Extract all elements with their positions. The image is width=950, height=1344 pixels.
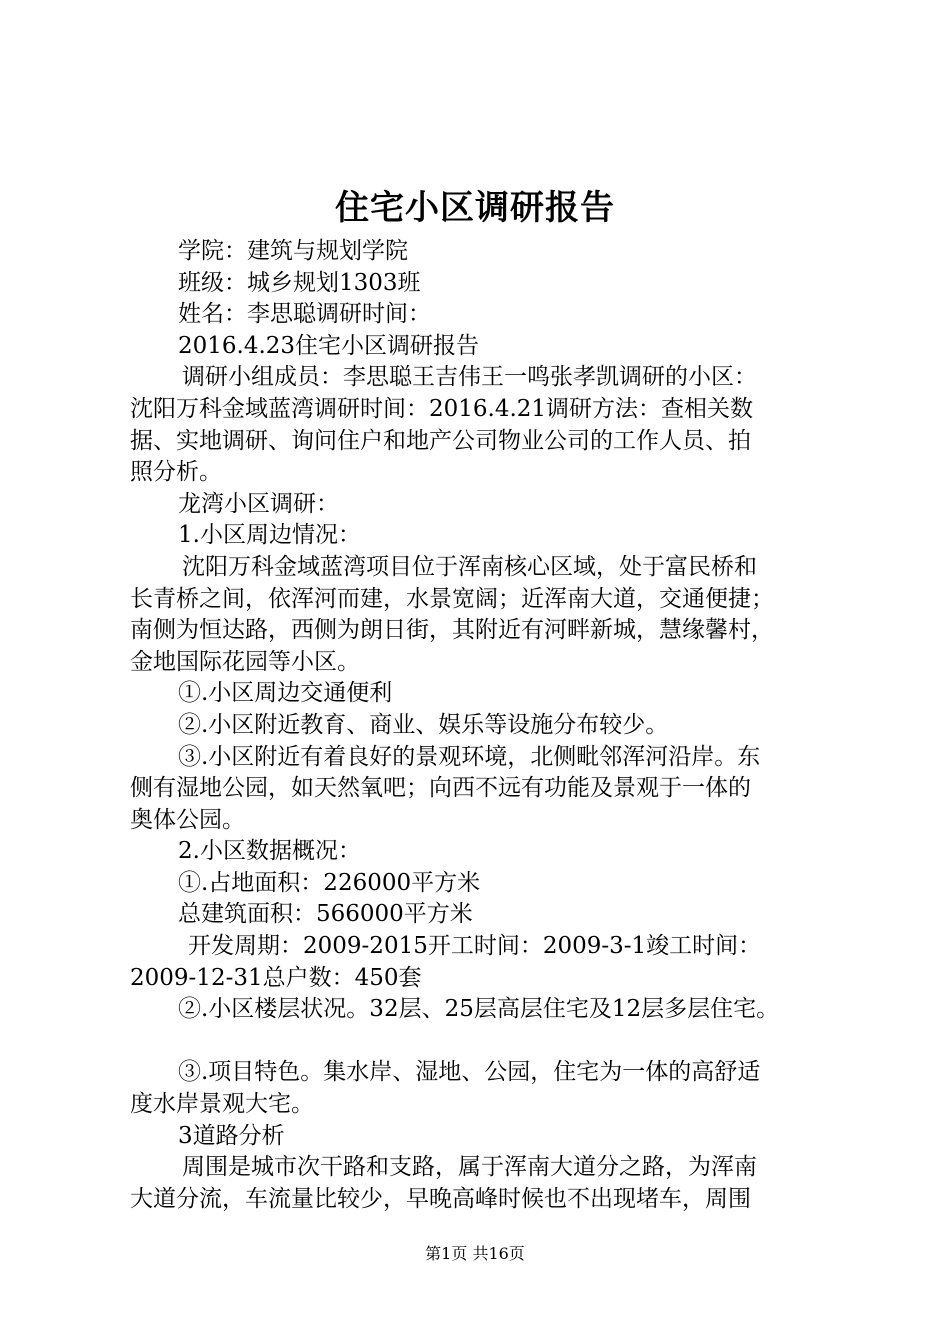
paragraph-line: 南侧为恒达路，西侧为朗日街，其附近有河畔新城，慧缘馨村， [130,617,774,644]
paragraph-line: 沈阳万科金域蓝湾项目位于浑南核心区域，处于富民桥和 [182,553,757,580]
paragraph-line: 总建筑面积：566000平方米 [178,901,473,928]
paragraph-line: 长青桥之间，依浑河而建，水景宽阔；近浑南大道，交通便捷； [130,585,774,612]
list-item: ②.小区楼层状况。32层、25层高层住宅及12层多层住宅。 [178,996,780,1023]
class-line: 班级：城乡规划1303班 [178,269,421,296]
document-body [130,236,842,1215]
section-heading: 2.小区数据概况： [178,838,361,865]
list-item: ③.小区附近有着良好的景观环境，北侧毗邻浑河沿岸。东 [178,743,761,770]
section-heading: 龙湾小区调研： [178,490,339,517]
document-title: 住宅小区调研报告 [335,188,615,228]
paragraph-line: 开发周期：2009-2015开工时间：2009-3-1竣工时间： [188,933,762,960]
college-line: 学院：建筑与规划学院 [178,238,408,264]
list-item: ①.占地面积：226000平方米 [178,869,481,896]
paragraph-line: 大道分流，车流量比较少，早晚高峰时候也不出现堵车，周围 [130,1185,751,1212]
section-heading: 1.小区周边情况： [178,522,361,549]
section-heading: 3道路分析 [178,1122,285,1149]
date-line: 2016.4.23住宅小区调研报告 [178,332,480,359]
paragraph-line: 金地国际花园等小区。 [130,648,360,675]
paragraph-line: 度水岸景观大宅。 [130,1091,314,1118]
paragraph-line: 侧有湿地公园，如天然氧吧；向西不远有功能及景观于一体的 [130,775,751,802]
name-line: 姓名：李思聪调研时间： [178,301,431,328]
list-item: ②.小区附近教育、商业、娱乐等设施分布较少。 [178,711,669,738]
paragraph-line: 沈阳万科金域蓝湾调研时间：2016.4.21调研方法：查相关数 [130,395,754,422]
blank-line [130,1026,842,1058]
list-item: ③.项目特色。集水岸、湿地、公园，住宅为一体的高舒适 [178,1059,761,1086]
paragraph-line: 调研小组成员：李思聪王吉伟王一鸣张孝凯调研的小区： [182,364,757,391]
paragraph-line: 照分析。 [130,459,222,486]
list-item: ①.小区周边交通便利 [178,680,393,707]
page-number: 第1页 共16页 [425,1244,525,1263]
paragraph-line: 2009-12-31总户数：450套 [130,964,422,991]
paragraph-line: 奥体公园。 [130,806,245,833]
paragraph-line: 周围是城市次干路和支路，属于浑南大道分之路，为浑南 [182,1154,757,1181]
paragraph-line: 据、实地调研、询问住户和地产公司物业公司的工作人员、拍 [130,427,751,454]
